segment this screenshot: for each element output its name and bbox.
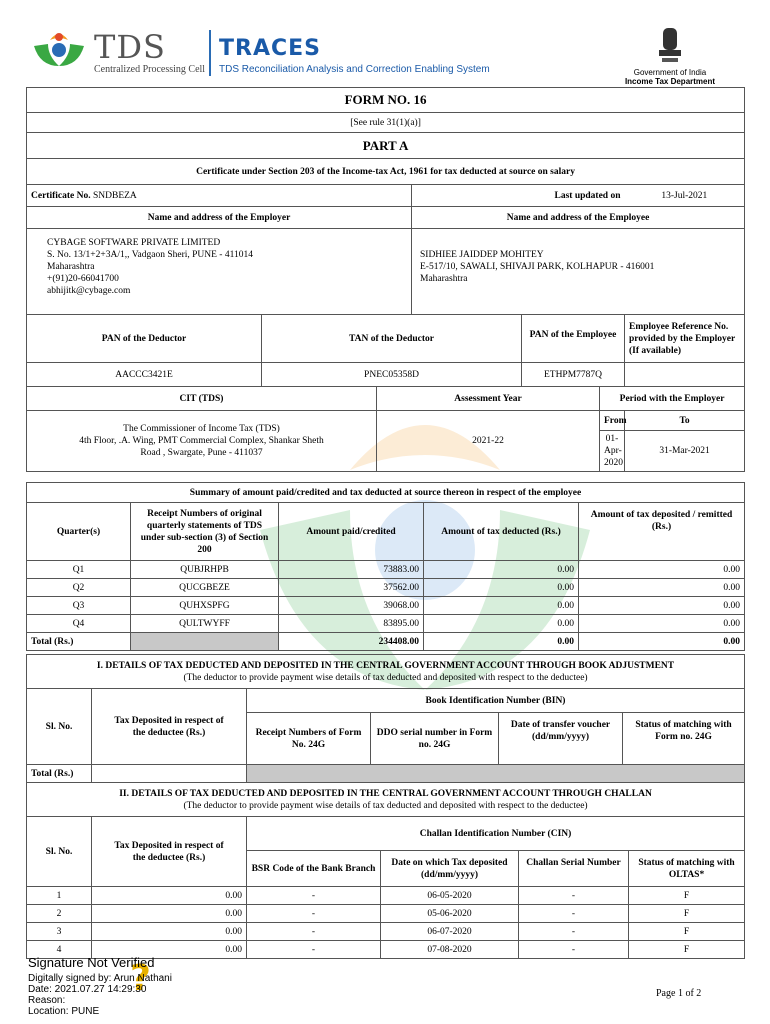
receipt-cell: QUCGBEZE — [131, 579, 279, 597]
tax-deposited-label: Tax Deposited in respect of the deductee (Rs.) — [92, 817, 247, 887]
section-2-subtitle: (The deductor to provide payment wise details of tax deducted and deposited with respect to the deductee) — [183, 800, 588, 811]
summary-col-deposited: Amount of tax deposited / remitted (Rs.) — [579, 503, 745, 561]
last-updated-label: Last updated on — [412, 185, 625, 207]
summary-total-row — [27, 633, 745, 651]
employee-reference-label: Employee Reference No. provided by the Employer (If available) — [625, 315, 745, 363]
sl-cell: 3 — [27, 923, 92, 941]
cit-address — [27, 411, 377, 472]
certificate-no-label: Certificate No. — [31, 190, 91, 201]
serial-cell: - — [519, 941, 629, 959]
certificate-no: SNDBEZA — [92, 190, 137, 201]
table-row — [27, 923, 745, 941]
bsr-cell: - — [247, 923, 381, 941]
assessment-year-label: Assessment Year — [377, 387, 600, 411]
quarter-cell: Q1 — [27, 561, 131, 579]
quarter-cell: Q2 — [27, 579, 131, 597]
cin-col-status: Status of matching with OLTAS* — [629, 851, 745, 887]
traces-brand: TRACES — [219, 36, 321, 61]
certificate-no-cell — [27, 185, 412, 207]
gov-line-1: Government of India — [633, 68, 707, 77]
date-cell: 07-08-2020 — [381, 941, 519, 959]
tan-deductor-value: PNEC05358D — [262, 363, 522, 387]
cit-line: 4th Floor, .A. Wing, PMT Commercial Complex, Shankar Sheth — [79, 436, 324, 446]
receipt-cell: QUBJRHPB — [131, 561, 279, 579]
tds-subtitle: Centralized Processing Cell — [94, 64, 206, 75]
bin-col-status: Status of matching with Form no. 24G — [623, 713, 745, 765]
employer-line: abhijitk@cybage.com — [47, 286, 131, 296]
table-row — [27, 905, 745, 923]
receipt-cell: QUHXSPFG — [131, 597, 279, 615]
total-deposited: 0.00 — [579, 633, 745, 651]
page-header — [0, 0, 770, 88]
cit-label: CIT (TDS) — [27, 387, 377, 411]
bin-total-blank — [247, 765, 745, 783]
bin-total-label: Total (Rs.) — [27, 765, 92, 783]
bin-col-ddo: DDO serial number in Form no. 24G — [371, 713, 499, 765]
certificate-heading: Certificate under Section 203 of the Income-tax Act, 1961 for tax deducted at source on salary — [27, 159, 745, 185]
sl-no-label: Sl. No. — [27, 689, 92, 765]
tds-brand: TDS — [94, 28, 166, 66]
section-2-title: II. DETAILS OF TAX DEDUCTED AND DEPOSITED IN THE CENTRAL GOVERNMENT ACCOUNT THROUGH CHALLAN — [119, 788, 652, 799]
table-row — [27, 597, 745, 615]
form-title: FORM NO. 16 — [27, 88, 745, 113]
government-label — [600, 68, 740, 86]
deposited-cell: 0.00 — [579, 615, 745, 633]
employee-reference-value — [625, 363, 745, 387]
employee-line: E-517/10, SAWALI, SHIVAJI PARK, KOLHAPUR - 416001 — [420, 262, 655, 272]
status-cell: F — [629, 905, 745, 923]
signature-status: Signature Not Verified — [28, 955, 155, 970]
sl-cell: 1 — [27, 887, 92, 905]
signature-details — [28, 973, 172, 1017]
paid-cell: 39068.00 — [279, 597, 424, 615]
section-1-title: I. DETAILS OF TAX DEDUCTED AND DEPOSITED IN THE CENTRAL GOVERNMENT ACCOUNT THROUGH BOOK ADJUSTMENT — [96, 660, 675, 671]
signature-reason: Reason: — [28, 995, 66, 1006]
cit-line: Road , Swargate, Pune - 411037 — [140, 448, 263, 458]
receipt-cell: QULTWYFF — [131, 615, 279, 633]
deducted-cell: 0.00 — [424, 579, 579, 597]
pan-deductor-value: AACCC3421E — [27, 363, 262, 387]
summary-table — [26, 482, 745, 651]
table-row — [27, 561, 745, 579]
total-deducted: 0.00 — [424, 633, 579, 651]
section-2-heading — [27, 783, 745, 817]
deducted-cell: 0.00 — [424, 597, 579, 615]
form-rule: [See rule 31(1)(a)] — [27, 113, 745, 133]
signature-date: Date: 2021.07.27 14:29:30 — [28, 984, 147, 995]
summary-col-paid: Amount paid/credited — [279, 503, 424, 561]
employer-line: CYBAGE SOFTWARE PRIVATE LIMITED — [47, 238, 221, 248]
summary-heading: Summary of amount paid/credited and tax deducted at source thereon in respect of the employee — [27, 483, 745, 503]
part-title: PART A — [27, 133, 745, 159]
period-to-value: 31-Mar-2021 — [625, 431, 745, 472]
summary-col-receipt: Receipt Numbers of original quarterly statements of TDS under sub-section (3) of Section 200 — [131, 503, 279, 561]
employer-line: S. No. 13/1+2+3A/1,, Vadgaon Sheri, PUNE - 411014 — [47, 250, 253, 260]
deducted-cell: 0.00 — [424, 561, 579, 579]
table-row — [27, 615, 745, 633]
paid-cell: 83895.00 — [279, 615, 424, 633]
total-label: Total (Rs.) — [27, 633, 131, 651]
pan-deductor-label: PAN of the Deductor — [27, 315, 262, 363]
employer-line: Maharashtra — [47, 262, 95, 272]
tax-deposited-label: Tax Deposited in respect of the deductee (Rs.) — [92, 689, 247, 765]
pan-employee-value: ETHPM7787Q — [522, 363, 625, 387]
traces-subtitle: TDS Reconciliation Analysis and Correction Enabling System — [219, 64, 490, 75]
cin-col-date: Date on which Tax deposited (dd/mm/yyyy) — [381, 851, 519, 887]
employee-address — [412, 229, 745, 315]
tax-cell: 0.00 — [92, 905, 247, 923]
status-cell: F — [629, 923, 745, 941]
bin-total-value — [92, 765, 247, 783]
signature-block — [28, 955, 172, 1017]
bsr-cell: - — [247, 941, 381, 959]
cin-col-serial: Challan Serial Number — [519, 851, 629, 887]
cit-line: The Commissioner of Income Tax (TDS) — [123, 424, 280, 434]
summary-col-quarter: Quarter(s) — [27, 503, 131, 561]
tax-cell: 0.00 — [92, 887, 247, 905]
deposited-cell: 0.00 — [579, 579, 745, 597]
paid-cell: 37562.00 — [279, 579, 424, 597]
tds-logo-icon — [30, 26, 88, 68]
bin-label: Book Identification Number (BIN) — [247, 689, 745, 713]
date-cell: 05-06-2020 — [381, 905, 519, 923]
status-cell: F — [629, 887, 745, 905]
tax-cell: 0.00 — [92, 923, 247, 941]
employer-heading: Name and address of the Employer — [27, 207, 412, 229]
deposited-cell: 0.00 — [579, 597, 745, 615]
bsr-cell: - — [247, 905, 381, 923]
challan-table — [26, 782, 745, 959]
last-updated-value: 13-Jul-2021 — [625, 185, 745, 207]
signature-question-icon: ? — [130, 958, 151, 999]
tax-cell: 0.00 — [92, 941, 247, 959]
table-row — [27, 579, 745, 597]
sl-cell: 4 — [27, 941, 92, 959]
employer-line: +(91)20-66041700 — [47, 274, 119, 284]
paid-cell: 73883.00 — [279, 561, 424, 579]
period-from-label: From — [600, 411, 625, 431]
assessment-year-value: 2021-22 — [377, 411, 600, 472]
page-number: Page 1 of 2 — [656, 988, 702, 999]
period-to-label: To — [625, 411, 745, 431]
date-cell: 06-05-2020 — [381, 887, 519, 905]
quarter-cell: Q3 — [27, 597, 131, 615]
deducted-cell: 0.00 — [424, 615, 579, 633]
signature-location: Location: PUNE — [28, 1006, 100, 1017]
section-1-heading — [27, 655, 745, 689]
bsr-cell: - — [247, 887, 381, 905]
total-paid: 234408.00 — [279, 633, 424, 651]
total-receipt-blank — [131, 633, 279, 651]
employee-line: SIDHIEE JAIDDEP MOHITEY — [420, 250, 544, 260]
employee-line: Maharashtra — [420, 274, 468, 284]
quarter-cell: Q4 — [27, 615, 131, 633]
deposited-cell: 0.00 — [579, 561, 745, 579]
gov-line-2: Income Tax Department — [624, 77, 716, 86]
bin-col-receipt: Receipt Numbers of Form No. 24G — [247, 713, 371, 765]
national-emblem-icon — [655, 24, 685, 68]
period-label: Period with the Employer — [600, 387, 745, 411]
serial-cell: - — [519, 923, 629, 941]
signature-signer: Digitally signed by: Arun Nathani — [28, 973, 172, 984]
table-row — [27, 887, 745, 905]
sl-no-label: Sl. No. — [27, 817, 92, 887]
employer-address — [27, 229, 412, 315]
cin-col-bsr: BSR Code of the Bank Branch — [247, 851, 381, 887]
form16-part-a-table — [26, 87, 745, 472]
bin-col-date: Date of transfer voucher (dd/mm/yyyy) — [499, 713, 623, 765]
serial-cell: - — [519, 905, 629, 923]
tan-deductor-label: TAN of the Deductor — [262, 315, 522, 363]
date-cell: 06-07-2020 — [381, 923, 519, 941]
book-adjustment-table — [26, 654, 745, 783]
period-from-value: 01-Apr-2020 — [600, 431, 625, 472]
pan-employee-label: PAN of the Employee — [522, 315, 625, 363]
serial-cell: - — [519, 887, 629, 905]
section-1-subtitle: (The deductor to provide payment wise details of tax deducted and deposited with respect to the deductee) — [183, 672, 588, 683]
status-cell: F — [629, 941, 745, 959]
employee-heading: Name and address of the Employee — [412, 207, 745, 229]
sl-cell: 2 — [27, 905, 92, 923]
header-divider — [209, 30, 211, 76]
summary-col-deducted: Amount of tax deducted (Rs.) — [424, 503, 579, 561]
cin-label: Challan Identification Number (CIN) — [247, 817, 745, 851]
